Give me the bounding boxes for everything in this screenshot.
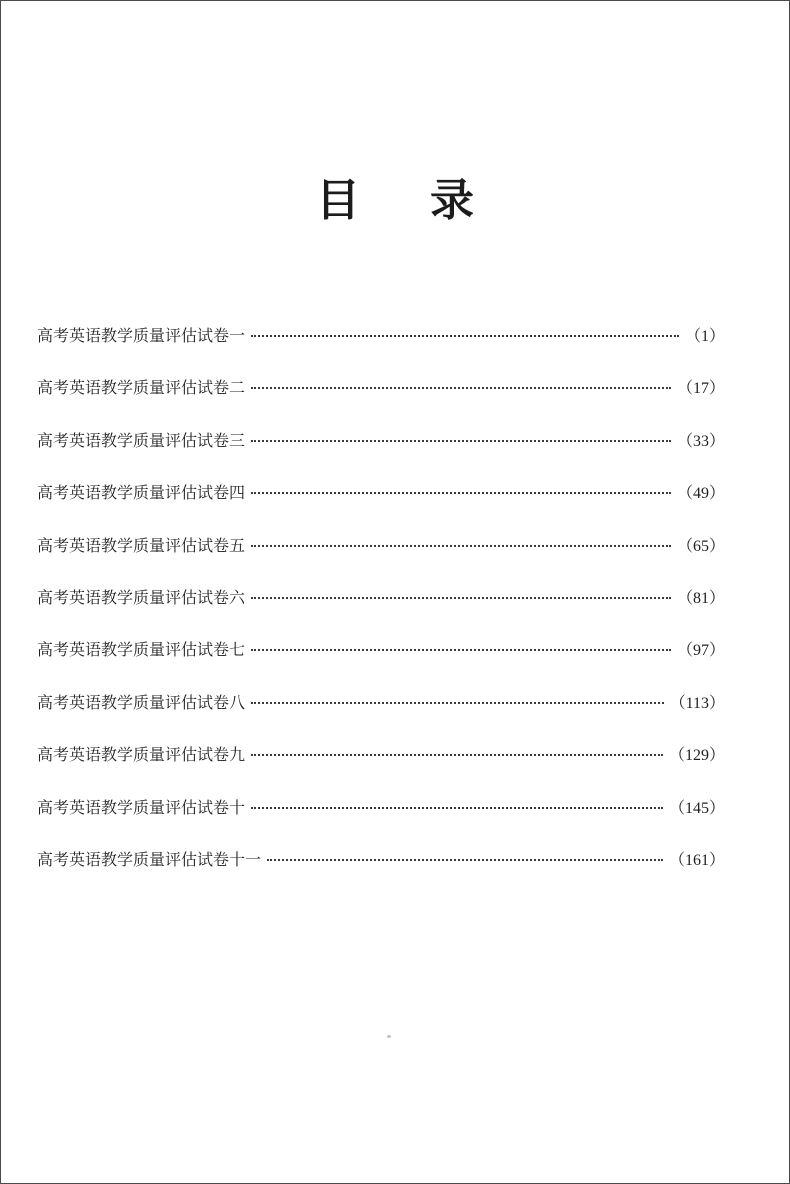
toc-page-number: （113） [669, 694, 725, 712]
toc-page-number: （145） [668, 799, 725, 817]
toc-entry-label: 高考英语教学质量评估试卷十 [37, 797, 246, 817]
toc-entry[interactable] [37, 742, 725, 794]
toc-page-number: （129） [668, 747, 725, 765]
toc-entry-label: 高考英语教学质量评估试卷六 [37, 587, 246, 607]
dot-leader [251, 807, 663, 809]
toc-page-number: （81） [676, 589, 725, 607]
toc-page-number: （17） [676, 380, 725, 398]
dot-leader [251, 754, 663, 756]
toc-entry[interactable] [37, 375, 725, 427]
dot-leader [251, 492, 671, 494]
dot-leader [251, 597, 671, 599]
toc-page-number: （49） [676, 485, 725, 503]
dot-leader [251, 440, 671, 442]
toc-entry[interactable] [37, 323, 725, 375]
toc-entry[interactable] [37, 795, 725, 847]
toc-entry[interactable] [37, 847, 725, 899]
toc-entry-label: 高考英语教学质量评估试卷七 [37, 640, 246, 660]
toc-page-number: （161） [668, 851, 725, 869]
title-char-2: 录 [430, 175, 474, 226]
toc-entry-label: 高考英语教学质量评估试卷四 [37, 483, 246, 503]
toc-entry-label: 高考英语教学质量评估试卷九 [37, 745, 246, 765]
toc-entry[interactable] [37, 690, 725, 742]
toc-entry[interactable] [37, 428, 725, 480]
dot-leader [251, 702, 664, 704]
dot-leader [251, 649, 671, 651]
dot-leader [267, 859, 663, 861]
toc-entry[interactable] [37, 480, 725, 532]
table-of-contents [37, 323, 725, 899]
toc-page-number: （97） [676, 642, 725, 660]
dot-leader [251, 387, 671, 389]
dot-leader [251, 335, 679, 337]
toc-entry-label: 高考英语教学质量评估试卷八 [37, 692, 246, 712]
toc-page-number: （1） [684, 328, 725, 345]
toc-entry-label: 高考英语教学质量评估试卷三 [37, 430, 246, 450]
dot-leader [251, 545, 671, 547]
toc-entry[interactable] [37, 533, 725, 585]
title-char-1: 目 [316, 175, 360, 226]
paper-speck [387, 1035, 391, 1038]
toc-page-number: （65） [676, 537, 725, 555]
toc-page-number: （33） [676, 432, 725, 450]
toc-entry[interactable] [37, 585, 725, 637]
toc-entry-label: 高考英语教学质量评估试卷一 [37, 326, 246, 345]
toc-entry[interactable] [37, 637, 725, 689]
toc-entry-label: 高考英语教学质量评估试卷五 [37, 535, 246, 555]
toc-entry-label: 高考英语教学质量评估试卷二 [37, 378, 246, 398]
page-title [1, 171, 789, 231]
toc-entry-label: 高考英语教学质量评估试卷十一 [37, 849, 262, 869]
